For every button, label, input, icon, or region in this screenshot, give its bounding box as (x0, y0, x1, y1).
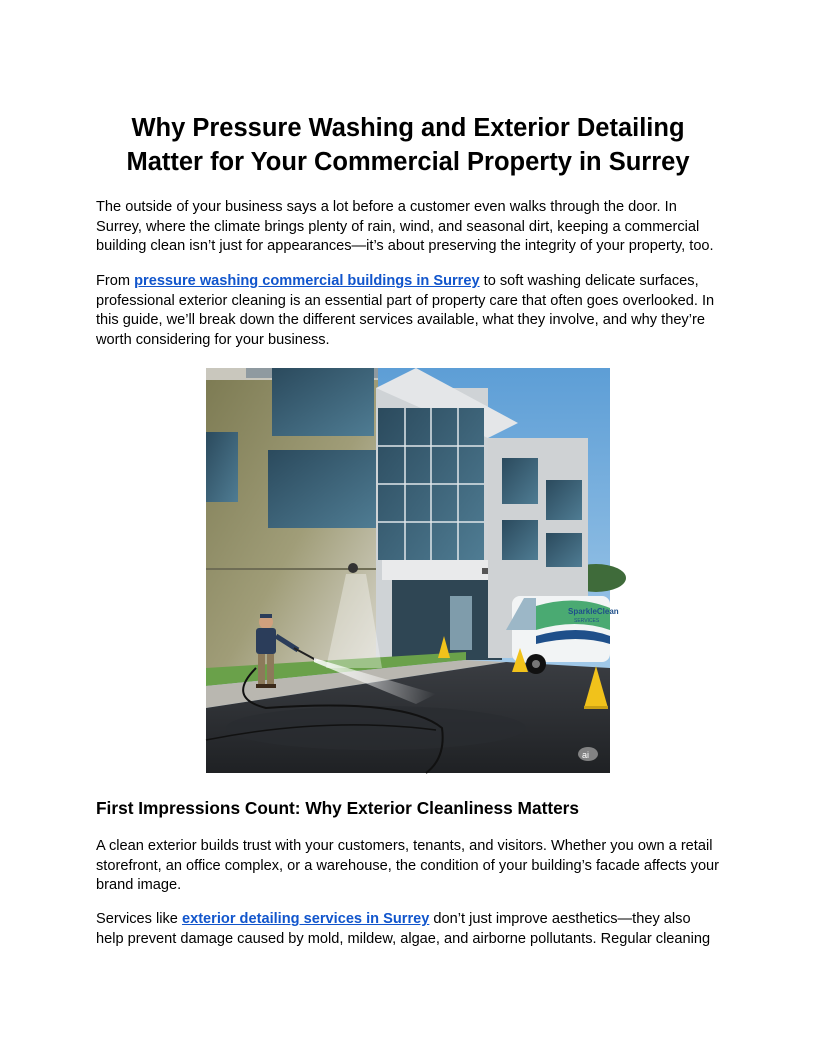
trust-paragraph: A clean exterior builds trust with your customers, tenants, and visitors. Whether you own a retail storefront, an office complex, or a warehouse, the condition of your building’s facade affects your brand image. (96, 838, 720, 893)
services-paragraph (96, 272, 720, 350)
van-brand-text: SparkleClean (568, 607, 619, 616)
paragraph-lead: Services like (96, 911, 182, 927)
intro-paragraph: The outside of your business says a lot before a customer even walks through the door. In Surrey, where the climate brings plenty of rain, wind, and seasonal dirt, keeping a commercial building clean isn’t just for appearances—it’s about preserving the integrity of your property, too. (96, 199, 714, 254)
van-sub-text: SERVICES (574, 618, 600, 624)
building-photo (206, 368, 619, 773)
paragraph-lead: From (96, 273, 135, 289)
title-line-1: Why Pressure Washing and Exterior Detailing (131, 114, 685, 142)
paragraph-tail: don’t just improve aesthetics—they also help prevent damage caused by mold, mildew, algae, and airborne pollutants. Regular cleaning (96, 911, 711, 947)
section-heading: First Impressions Count: Why Exterior Cleanliness Matters (96, 798, 580, 818)
paragraph-tail: to soft washing delicate surfaces, professional exterior cleaning is an essential part of property care that often goes overlooked. In this guide, we’ll break down the different services available, what they involve, and why they’re worth considering for your business. (96, 273, 715, 348)
page-title (96, 111, 720, 179)
detailing-paragraph (96, 910, 720, 949)
exterior-detailing-link[interactable]: exterior detailing services in Surrey (181, 911, 430, 927)
title-line-2: Matter for Your Commercial Property in Surrey (126, 148, 690, 176)
pressure-washing-link[interactable]: pressure washing commercial buildings in Surrey (134, 273, 480, 289)
ai-badge: ai (582, 750, 590, 760)
